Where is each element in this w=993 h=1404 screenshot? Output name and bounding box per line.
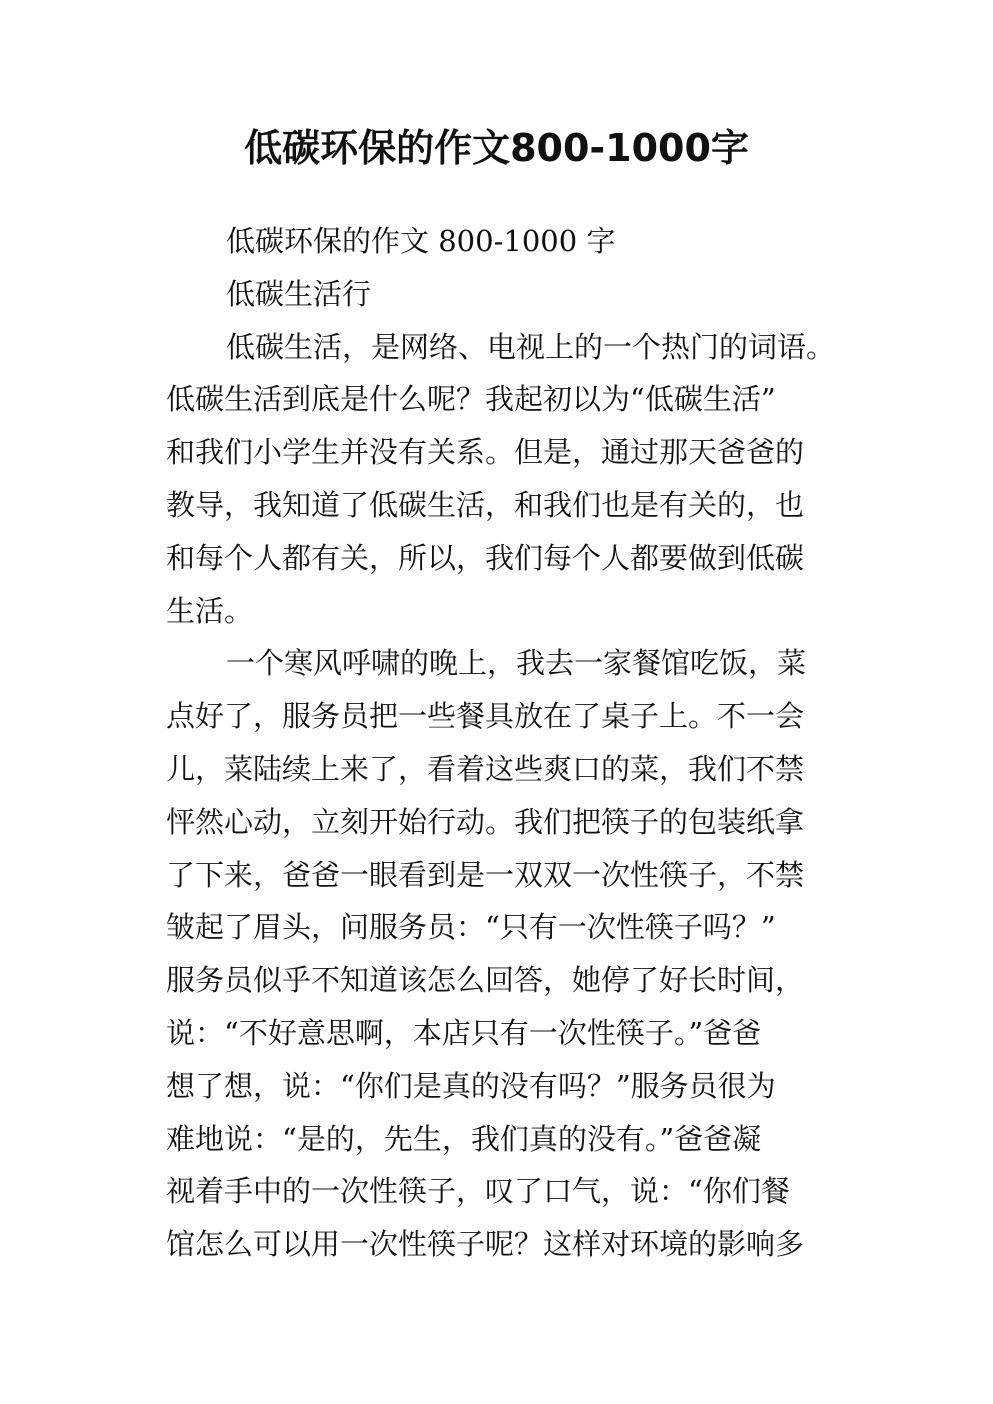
body-line: 点好了，服务员把一些餐具放在了桌子上。不一会 bbox=[166, 699, 805, 734]
document-body bbox=[166, 215, 846, 1271]
body-line: 怦然心动，立刻开始行动。我们把筷子的包装纸拿 bbox=[166, 804, 805, 839]
body-line: 馆怎么可以用一次性筷子呢？这样对环境的影响多 bbox=[166, 1227, 805, 1262]
body-line: 和每个人都有关，所以，我们每个人都要做到低碳 bbox=[166, 540, 805, 575]
body-line: 低碳生活，是网络、电视上的一个热门的词语。 bbox=[226, 329, 836, 364]
body-line: 服务员似乎不知道该怎么回答，她停了好长时间， bbox=[166, 963, 805, 998]
body-line: 儿，菜陆续上来了，看着这些爽口的菜，我们不禁 bbox=[166, 751, 805, 786]
body-line: 低碳生活到底是什么呢？我起初以为“低碳生活” bbox=[166, 382, 776, 417]
body-line: 说：“不好意思啊，本店只有一次性筷子。”爸爸 bbox=[166, 1015, 762, 1050]
body-line: 一个寒风呼啸的晚上，我去一家餐馆吃饭，菜 bbox=[226, 646, 807, 681]
body-line: 教导，我知道了低碳生活，和我们也是有关的，也 bbox=[166, 487, 805, 522]
body-line: 想了想，说：“你们是真的没有吗？”服务员很为 bbox=[166, 1068, 776, 1103]
document-title: 低碳环保的作文800-1000字 bbox=[244, 126, 749, 170]
body-line: 视着手中的一次性筷子，叹了口气，说：“你们餐 bbox=[166, 1174, 790, 1209]
body-line: 低碳生活行 bbox=[226, 276, 372, 311]
body-line: 低碳环保的作文 800-1000 字 bbox=[226, 224, 616, 258]
body-line: 难地说：“是的，先生，我们真的没有。”爸爸凝 bbox=[166, 1121, 762, 1156]
body-line: 皱起了眉头，问服务员：“只有一次性筷子吗？” bbox=[166, 910, 776, 945]
body-line: 生活。 bbox=[166, 593, 254, 628]
body-line: 和我们小学生并没有关系。但是，通过那天爸爸的 bbox=[166, 435, 805, 470]
body-line: 了下来，爸爸一眼看到是一双双一次性筷子，不禁 bbox=[166, 857, 805, 892]
